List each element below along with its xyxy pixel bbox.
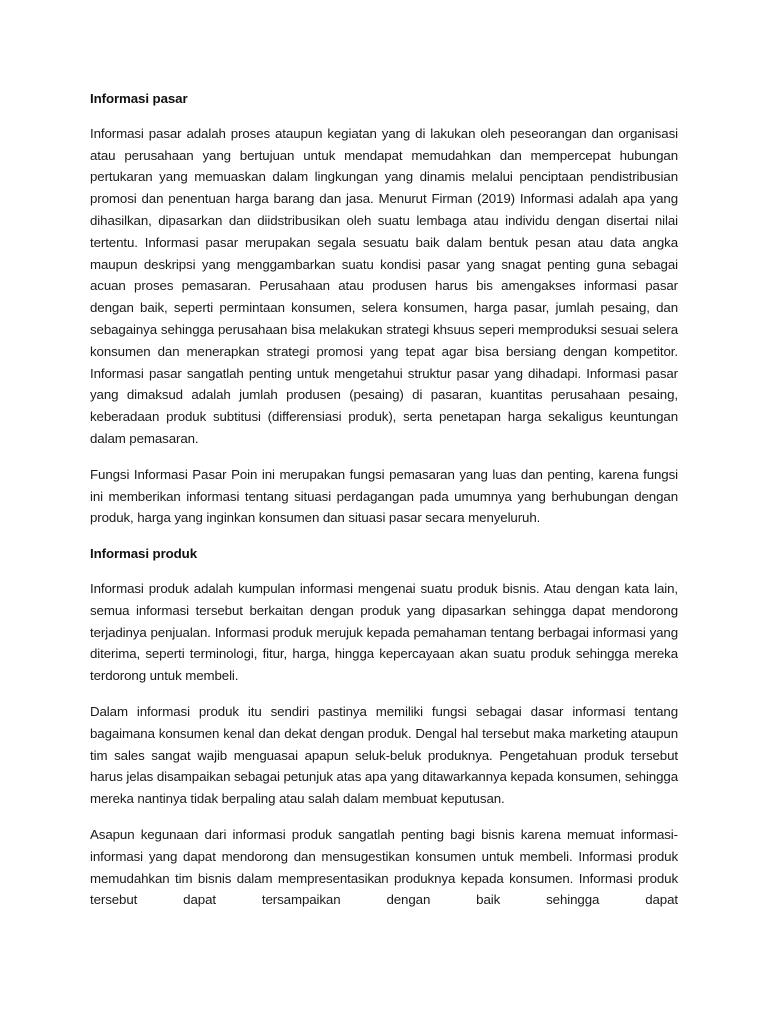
- section-heading-informasi-produk: Informasi produk: [90, 546, 198, 562]
- section-heading-informasi-pasar: Informasi pasar: [90, 91, 188, 106]
- paragraph-informasi-pasar-definition: Informasi pasar adalah proses ataupun kegiatan yang di lakukan oleh peseorangan dan organisasi atau perusahaan yang bertujuan untuk mendapat memudahkan dan mempercepat hubungan pertukaran yang memuaskan dalam lingkungan yang dinamis melalui penciptaan pendistribusian promosi dan penentuan harga barang dan jasa. Menurut Firman (2019) Informasi adalah apa yang dihasilkan, dipasarkan dan diidstribusikan oleh suatu lembaga atau individu dengan disertai nilai tertentu. Informasi pasar merupakan segala sesuatu baik dalam bentuk pesan atau data angka maupun deskripsi yang menggambarkan suatu kondisi pasar yang snagat penting guna sebagai acuan proses pemasaran. Perusahaan atau produsen harus bis amengakses informasi pasar dengan baik, seperti permintaan konsumen, selera konsumen, harga pasar, jumlah pesaing, dan sebagainya sehingga perusahaan bisa melakukan strategi khsuus seperi memproduksi sesuai selera konsumen dan menerapkan strategi promosi yang tepat agar bisa bersiang dengan kompetitor. Informasi pasar sangatlah penting untuk mengetahui struktur pasar yang dihadapi. Informasi pasar yang dimaksud adalah jumlah produsen (pesaing) di pasaran, kuantitas perusahaan pesaing, keberadaan produk subtitusi (differensiasi produk), serta penetapan harga sekaligus keuntungan dalam pemasaran.: [90, 125, 678, 446]
- paragraph-fungsi-informasi-produk: Dalam informasi produk itu sendiri pastinya memiliki fungsi sebagai dasar informasi tentang bagaimana konsumen kenal dan dekat dengan produk. Dengal hal tersebut maka marketing ataupun tim sales sangat wajib menguasai apapun seluk-beluk produknya. Pengetahuan produk tersebut harus jelas disampaikan sebagai petunjuk atas apa yang ditawarkannya kepada konsumen, sehingga mereka nantinya tidak berpaling atau salah dalam membuat keputusan.: [90, 703, 678, 807]
- paragraph-informasi-produk-definition: Informasi produk adalah kumpulan informasi mengenai suatu produk bisnis. Atau dengan kata lain, semua informasi tersebut berkaitan dengan produk yang dipasarkan sehingga dapat mendorong terjadinya penjualan. Informasi produk merujuk kepada pemahaman tentang berbagai informasi yang diterima, seperti terminologi, fitur, harga, hingga kepercayaan akan suatu produk sehingga mereka terdorong untuk membeli.: [90, 580, 678, 684]
- paragraph-fungsi-informasi-pasar: Fungsi Informasi Pasar Poin ini merupakan fungsi pemasaran yang luas dan penting, karena fungsi ini memberikan informasi tentang situasi perdagangan pada umumnya yang berhubungan dengan produk, harga yang inginkan konsumen dan situasi pasar secara menyeluruh.: [90, 466, 678, 526]
- paragraph-kegunaan-informasi-produk: Asapun kegunaan dari informasi produk sangatlah penting bagi bisnis karena memuat informasi-informasi yang dapat mendorong dan mensugestikan konsumen untuk membeli. Informasi produk memudahkan tim bisnis dalam mempresentasikan produknya kepada konsumen. Informasi produk tersebut dapat tersampaikan dengan baik sehingga dapat: [90, 826, 678, 908]
- document-body: [90, 88, 678, 925]
